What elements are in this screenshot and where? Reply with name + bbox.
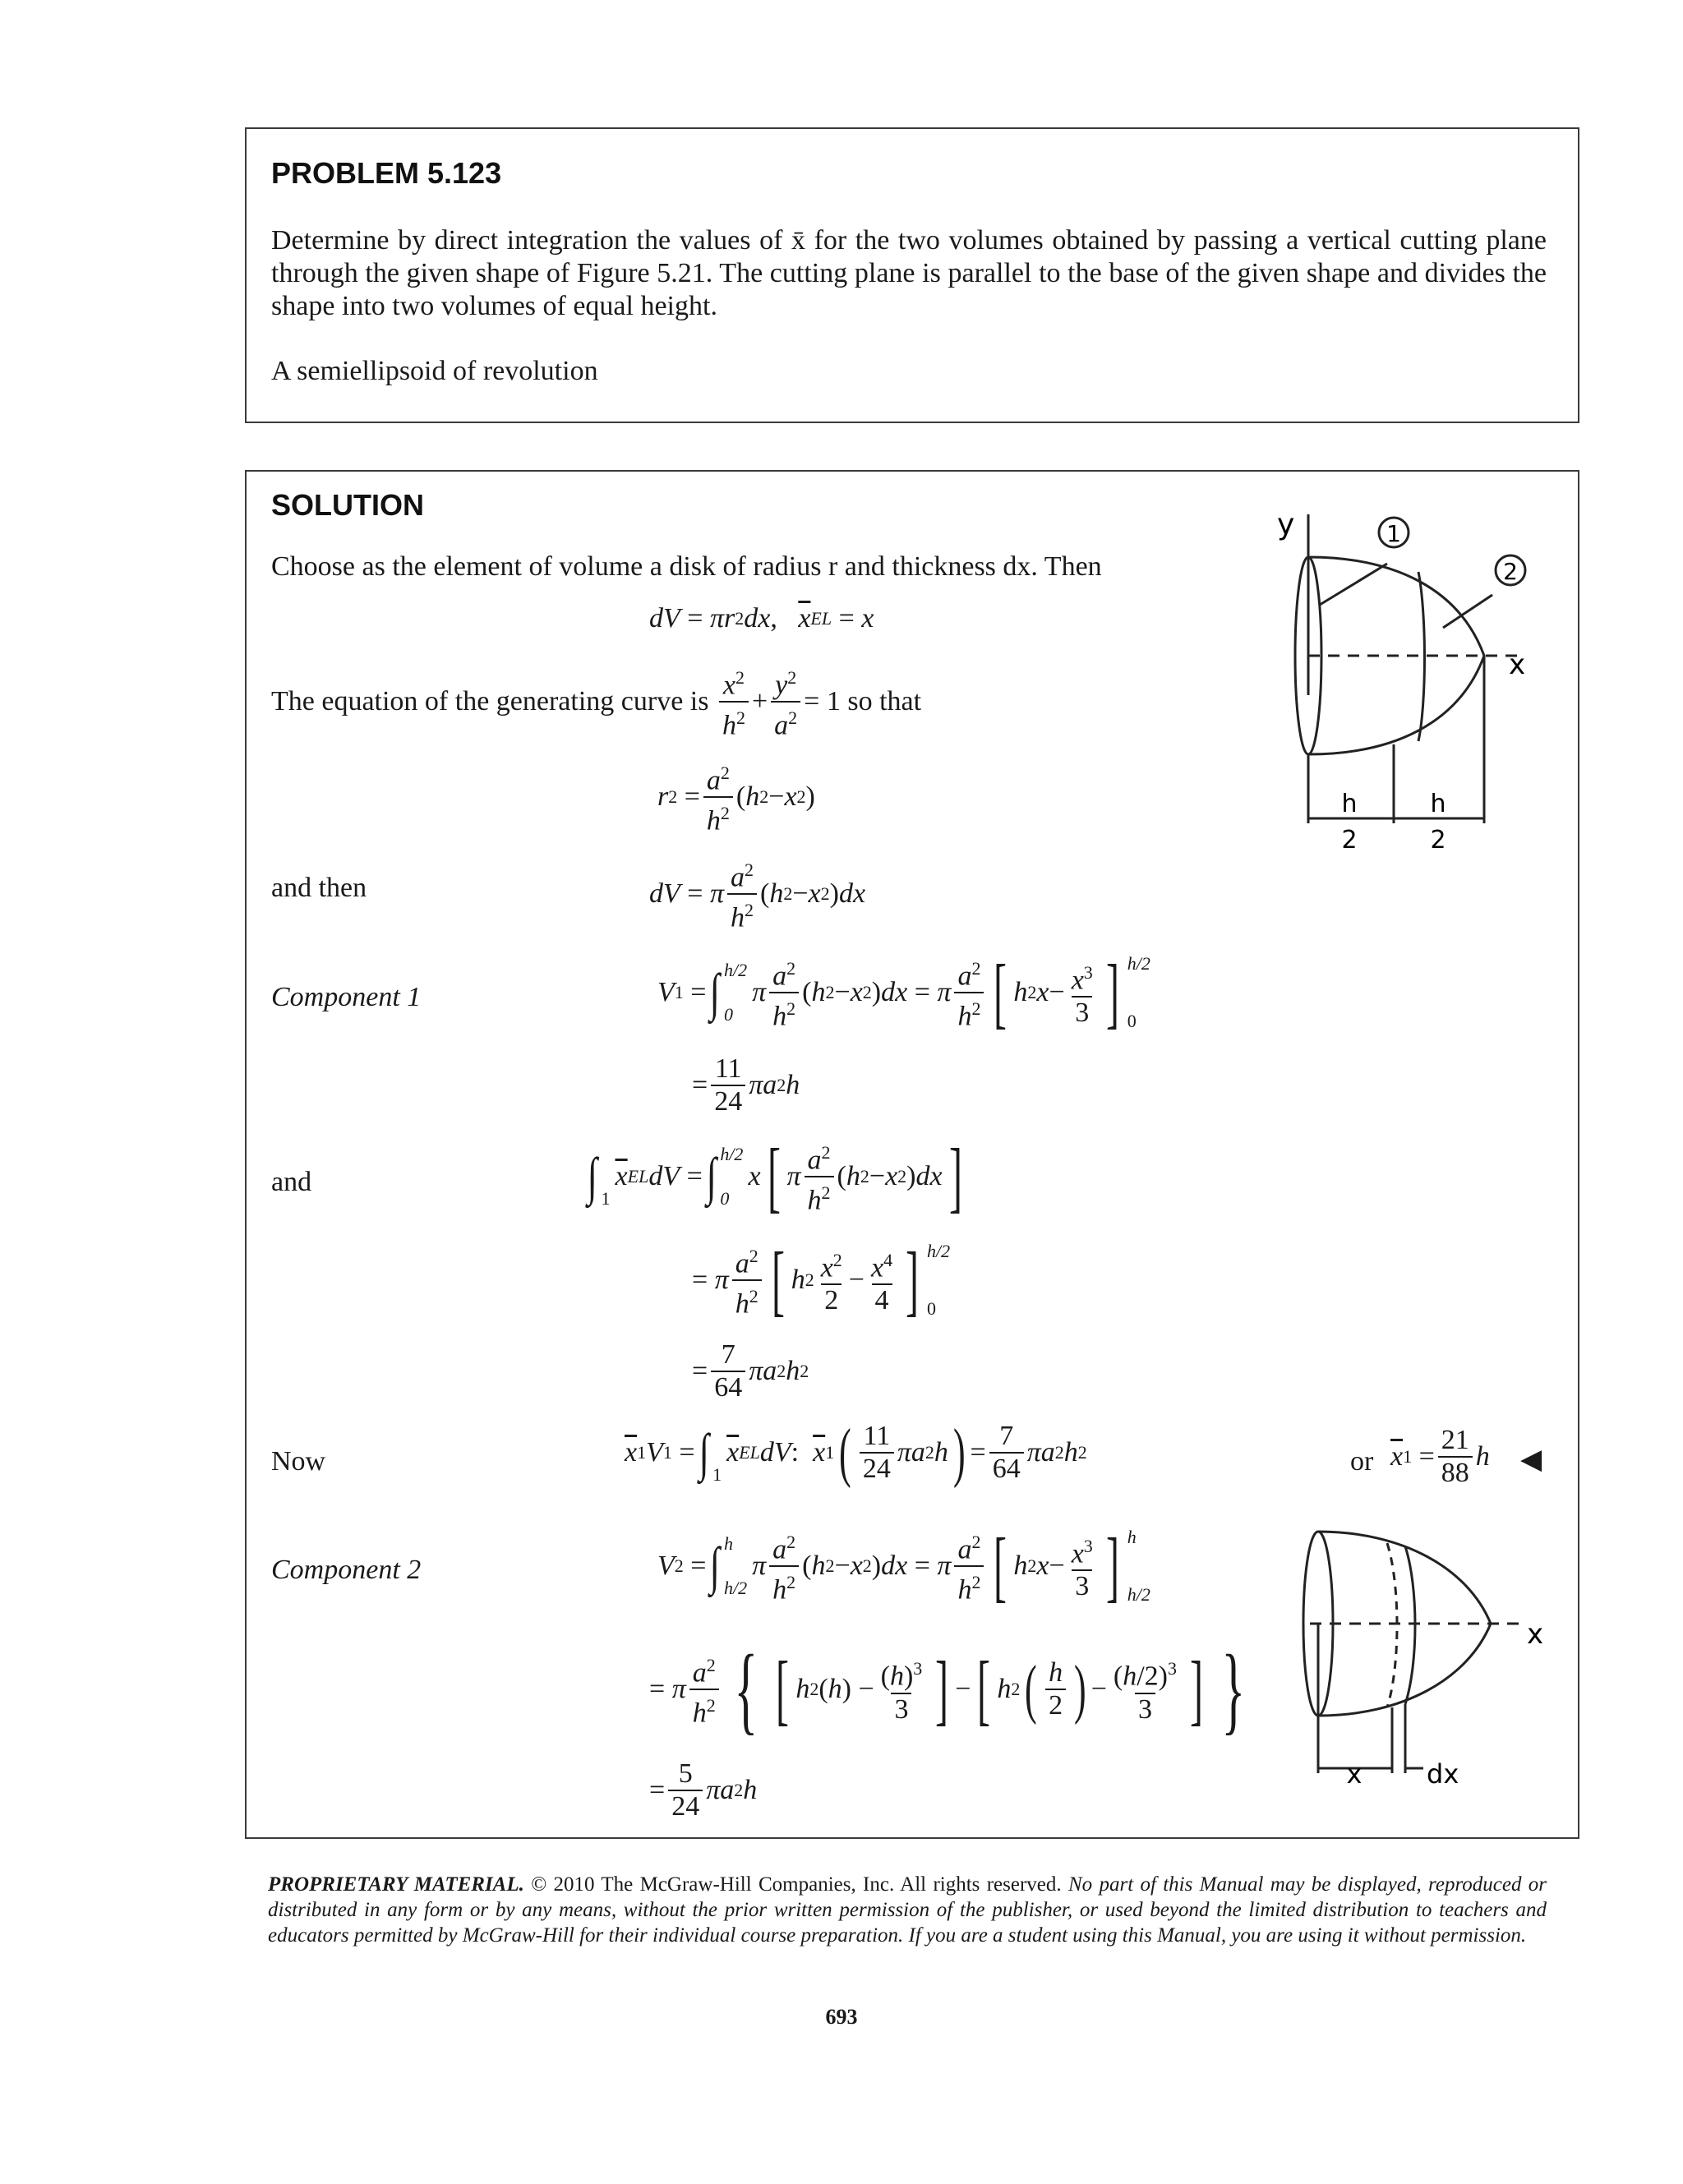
footer-copyright: © 2010 The McGraw-Hill Companies, Inc. All rights reserved. bbox=[531, 1873, 1062, 1896]
fig2-x-axis-label: x bbox=[1527, 1618, 1544, 1651]
eq-x1-answer: $\overline{x}$ 1 = $\frac{21}{88}$ h bbox=[1390, 1425, 1490, 1488]
leader-1 bbox=[1320, 564, 1387, 605]
label-now: Now bbox=[271, 1446, 326, 1477]
eq-v1: V 1 = ∫ h/2 0 π $\frac{a^2}{h^2}$ ( h 2 − x 2 ) dx = π $\frac{a^2}{h^2}$ [ h 2 x − $\frac{x^3}{3}$ ] h/2 0 bbox=[657, 948, 1150, 1037]
fig1-y-label: y bbox=[1277, 508, 1295, 541]
copyright-footer bbox=[268, 1872, 1547, 1948]
label-component-1: Component 1 bbox=[271, 982, 422, 1012]
fig2-ellipsoid-outline bbox=[1318, 1532, 1491, 1716]
eq-now: $\overline{x}$ 1 V 1 = ∫ 1 $\overline{x}$ EL dV : $\overline{x}$ 1 ( $\frac{11}{24}$ πa 2 h ) = $\frac{7}{64}$ πa 2 h 2 bbox=[625, 1417, 1087, 1489]
figure-disk-element bbox=[1279, 1510, 1542, 1790]
eq-v2-result: = $\frac{5}{24}$ πa 2 h bbox=[649, 1758, 758, 1822]
page-number: 693 bbox=[825, 2005, 858, 2029]
eq-integral-result: = $\frac{7}{64}$ πa 2 h 2 bbox=[692, 1339, 809, 1403]
eq-generating-curve: The equation of the generating curve is $\frac{x^2}{h^2}$ + $\frac{y^2}{a^2}$ = 1 so that bbox=[271, 667, 922, 741]
footer-notice: No part of this Manual may be displayed, reproduced or distributed in any form or by any means, without the prior written permission of the publisher, or used beyond the limited distribution to teachers and educators permitted by McGraw-Hill for their individual course preparation. If you are a student using this Manual, you are using it without permission. bbox=[268, 1873, 1547, 1947]
solution-intro-text: Choose as the element of volume a disk of radius r and thickness dx. Then bbox=[271, 551, 1102, 582]
fig1-circle2-label: 2 bbox=[1503, 558, 1518, 585]
disk-right-edge bbox=[1405, 1546, 1415, 1704]
fig1-x-label: x bbox=[1509, 648, 1526, 681]
disk-left-edge bbox=[1387, 1543, 1397, 1707]
problem-statement: Determine by direct integration the values of x̄ for the two volumes obtained by passing a vertical cutting plane through the given shape of Figure 5.21. The cutting plane is parallel to the base of the given shape and divides the shape into two volumes of equal height. bbox=[271, 225, 1547, 321]
label-or: or bbox=[1350, 1446, 1374, 1477]
answer-marker-icon: ◀ bbox=[1520, 1444, 1542, 1475]
curve-text-before: The equation of the generating curve is bbox=[271, 686, 709, 717]
solution-intro bbox=[271, 551, 1102, 583]
label-and-then: and then bbox=[271, 873, 367, 903]
eq-dv-element: dV = πr 2 dx , $\overline{x}$ EL = x bbox=[649, 603, 874, 634]
fig2-x-dim-label: x bbox=[1346, 1758, 1363, 1790]
fig1-two-label-1: 2 bbox=[1341, 826, 1358, 855]
eq-integral-eval: = π $\frac{a^2}{h^2}$ [ h 2 $\frac{x^2}{2}$ − $\frac{x^4}{4}$ ] h/2 0 bbox=[692, 1236, 951, 1325]
eq-v1-result: = $\frac{11}{24}$ πa 2 h bbox=[692, 1053, 800, 1117]
cutting-plane-curve bbox=[1418, 572, 1425, 741]
eq-integral-xel: ∫ 1 $\overline{x}$ EL dV = ∫ h/2 0 x [ π $\frac{a^2}{h^2}$ ( h 2 − x 2 ) dx ] bbox=[587, 1132, 962, 1221]
label-and: and bbox=[271, 1167, 312, 1197]
curve-text-after: so that bbox=[847, 686, 922, 717]
label-component-2: Component 2 bbox=[271, 1555, 422, 1585]
fig1-circle1-label: 1 bbox=[1386, 520, 1401, 547]
fig1-h-label-1: h bbox=[1341, 790, 1358, 818]
eq-v2: V 2 = ∫ h h/2 π $\frac{a^2}{h^2}$ ( h 2 − x 2 ) dx = π $\frac{a^2}{h^2}$ [ h 2 x − $\frac{x^3}{3}$ ] h h/2 bbox=[657, 1522, 1150, 1610]
footer-bold: PROPRIETARY MATERIAL. bbox=[268, 1873, 524, 1896]
problem-shape: A semiellipsoid of revolution bbox=[271, 356, 598, 386]
fig2-dx-dim-label: dx bbox=[1427, 1758, 1459, 1790]
figure-semiellipsoid-components bbox=[1270, 498, 1533, 859]
eq-v2-expand: = π $\frac{a^2}{h^2}$ { [ h 2 ( h ) − $\frac{(h)^3}{3}$ ] − [ h 2 ( $\frac{h}{2}$ ) − $\frac{(h/2)^3}{3}$ ] } bbox=[649, 1634, 1246, 1744]
eq-r-squared: r 2 = $\frac{a^2}{h^2}$ ( h 2 − x 2 ) bbox=[657, 763, 815, 836]
fig1-two-label-2: 2 bbox=[1430, 826, 1446, 855]
solution-title: SOLUTION bbox=[271, 488, 424, 522]
eq-dv-full: dV = π $\frac{a^2}{h^2}$ ( h 2 − x 2 ) dx bbox=[649, 859, 866, 933]
fig1-h-label-2: h bbox=[1430, 790, 1446, 818]
problem-title: PROBLEM 5.123 bbox=[271, 156, 502, 190]
